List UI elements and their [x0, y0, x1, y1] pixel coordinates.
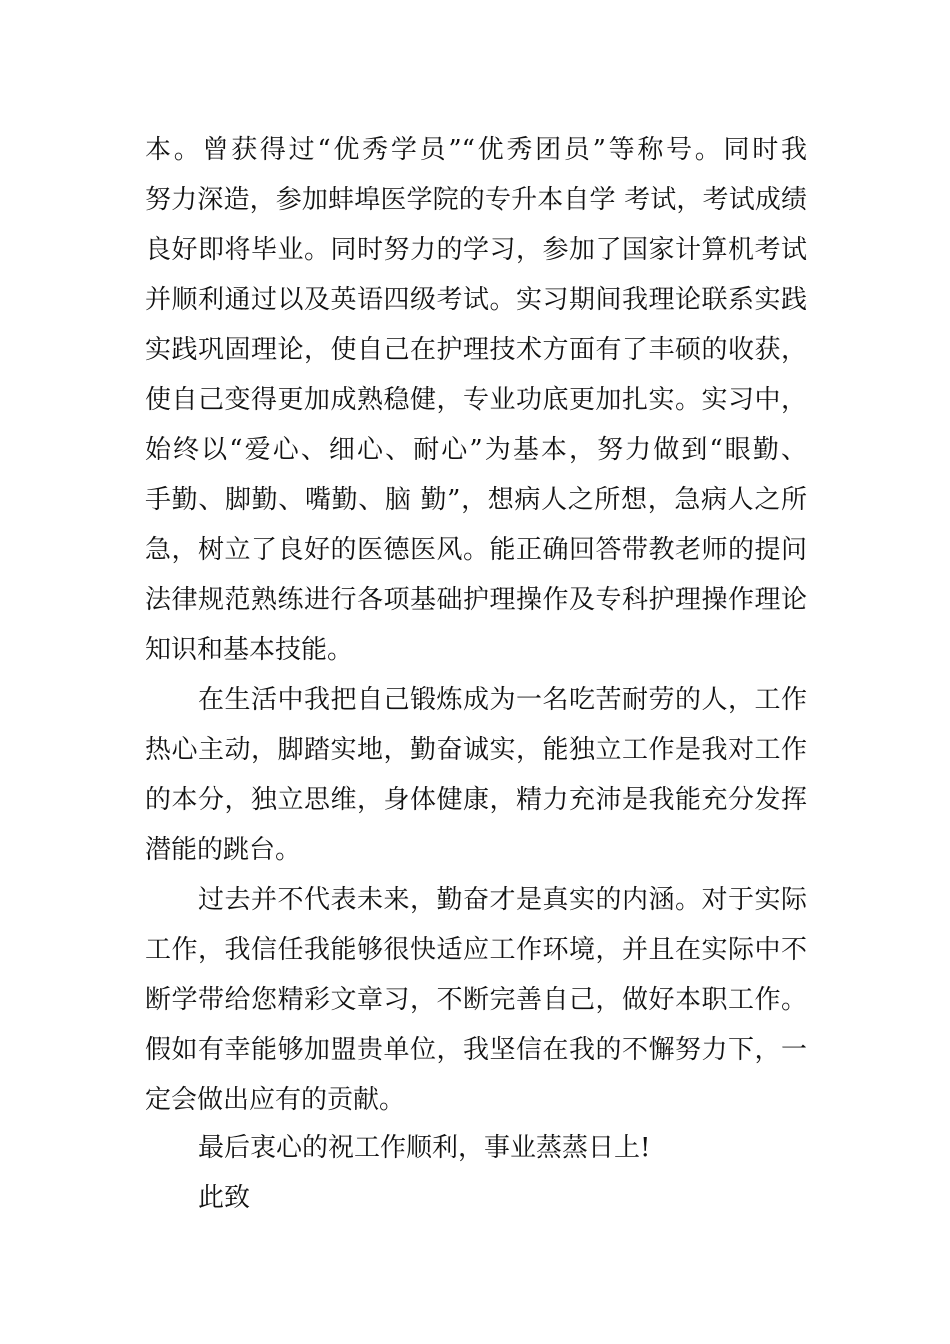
closing-wish: 最后衷心的祝工作顺利，事业蒸蒸日上!: [198, 1133, 651, 1163]
text-line: 本。曾获得过“优秀学员”“优秀团员”等称号。同时我: [145, 135, 807, 165]
text-line: 急，树立了良好的医德医风。能正确回答带教老师的提问: [145, 535, 807, 565]
text-line: 使自己变得更加成熟稳健，专业功底更加扎实。实习中，: [145, 385, 807, 415]
text-line: 的本分，独立思维，身体健康，精力充沛是我能充分发挥: [145, 785, 807, 815]
text-line: 良好即将毕业。同时努力的学习，参加了国家计算机考试: [145, 235, 807, 265]
text-line: 知识和基本技能。: [145, 635, 354, 665]
text-line: 实践巩固理论，使自己在护理技术方面有了丰硕的收获，: [145, 335, 807, 365]
text-line: 努力深造，参加蚌埠医学院的专升本自学 考试，考试成绩: [145, 185, 807, 215]
paragraph-first-line: 在生活中我把自己锻炼成为一名吃苦耐劳的人，工作: [198, 685, 807, 715]
salutation: 此致: [198, 1183, 251, 1213]
text-line: 工作，我信任我能够很快适应工作环境，并且在实际中不: [145, 935, 807, 965]
text-line: 断学带给您精彩文章习，不断完善自己，做好本职工作。: [145, 985, 807, 1015]
text-line: 始终以“爱心、细心、耐心”为基本，努力做到“眼勤、: [145, 435, 807, 465]
text-line: 潜能的跳台。: [145, 835, 302, 865]
text-line: 法律规范熟练进行各项基础护理操作及专科护理操作理论: [145, 585, 807, 615]
text-line: 热心主动，脚踏实地，勤奋诚实，能独立工作是我对工作: [145, 735, 807, 765]
text-line: 假如有幸能够加盟贵单位，我坚信在我的不懈努力下，一: [145, 1035, 807, 1065]
paragraph-first-line: 过去并不代表未来，勤奋才是真实的内涵。对于实际: [198, 885, 807, 915]
text-line: 定会做出应有的贡献。: [145, 1085, 406, 1115]
text-line: 手勤、脚勤、嘴勤、脑 勤”，想病人之所想，急病人之所: [145, 485, 807, 515]
text-line: 并顺利通过以及英语四级考试。实习期间我理论联系实践: [145, 285, 807, 315]
